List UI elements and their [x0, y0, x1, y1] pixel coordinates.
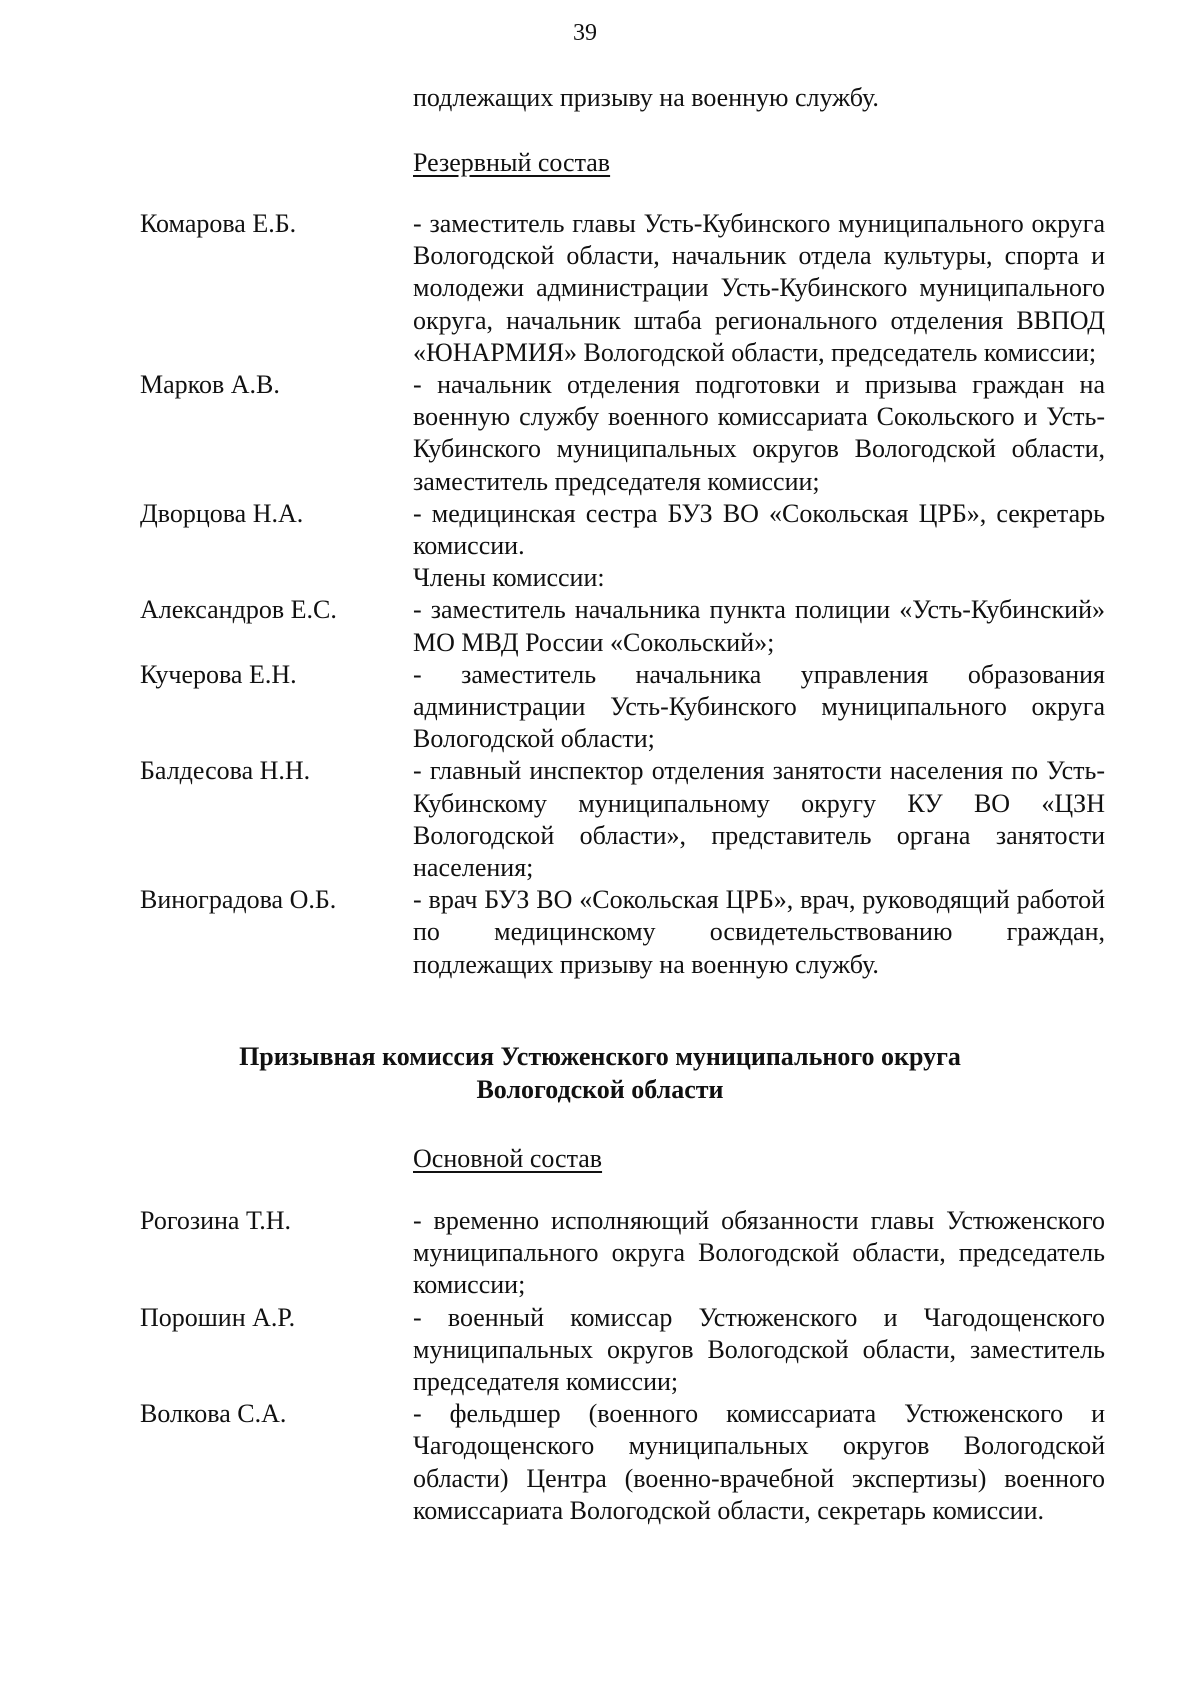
- main-entry: [140, 1302, 1105, 1399]
- commission-title-line: Вологодской области: [476, 1075, 724, 1104]
- member-name: Александров Е.С.: [140, 595, 337, 625]
- member-description: - фельдшер (военного комиссариата Устюженского и Чагодощенского муниципальных округов Вологодской области) Центра (военно-врачебной экспертизы) военного комиссариата Вологодской области, секретарь комиссии.: [413, 1399, 1105, 1525]
- reserve-entry: [140, 208, 1105, 369]
- main-section: [140, 1205, 1105, 1527]
- reserve-entry: [140, 369, 1105, 498]
- member-description: - начальник отделения подготовки и призыва граждан на военную службу военного комиссариата Сокольского и Усть-Кубинского муниципальных округов Вологодской области, заместитель председателя комиссии;: [413, 370, 1105, 496]
- member-description: - главный инспектор отделения занятости населения по Усть-Кубинскому муниципальному округу КУ ВО «ЦЗН Вологодской области», представитель органа занятости населения;: [413, 756, 1105, 883]
- member-description: - заместитель главы Усть-Кубинского муниципального округа Вологодской области, начальник отдела культуры, спорта и молодежи администрации Усть-Кубинского муниципального округа, начальник штаба регионального отделения ВВПОД «ЮНАРМИЯ» Вологодской области, председатель комиссии;: [413, 209, 1105, 367]
- member-name: Комарова Е.Б.: [140, 209, 297, 238]
- member-description: - врач БУЗ ВО «Сокольская ЦРБ», врач, руководящий работой по медицинскому освидетельствованию граждан, подлежащих призыву на военную службу.: [413, 885, 1105, 979]
- member-entry: [140, 594, 1105, 658]
- reserve-section: [140, 208, 1105, 981]
- member-description: - заместитель начальника управления образования администрации Усть-Кубинского муниципального округа Вологодской области;: [413, 659, 1105, 754]
- reserve-entry: [140, 498, 1105, 562]
- continuation-text: подлежащих призыву на военную службу.: [413, 83, 879, 112]
- member-description: - заместитель начальника пункта полиции «Усть-Кубинский» МО МВД России «Сокольский»;: [413, 595, 1105, 657]
- member-name: Порошин А.Р.: [140, 1302, 296, 1332]
- member-name: Рогозина Т.Н.: [140, 1206, 292, 1235]
- commission-title: [0, 1040, 1200, 1106]
- member-description: - военный комиссар Устюженского и Чагодощенского муниципальных округов Вологодской области, заместитель председателя комиссии;: [413, 1302, 1105, 1397]
- member-name: Кучерова Е.Н.: [140, 659, 297, 689]
- commission-title-line: Призывная комиссия Устюженского муниципального округа: [239, 1042, 961, 1071]
- main-heading: Основной состав: [413, 1144, 603, 1173]
- main-entry: [140, 1398, 1105, 1527]
- reserve-heading: Резервный состав: [413, 148, 611, 177]
- member-name: Дворцова Н.А.: [140, 498, 304, 528]
- page-number: 39: [573, 20, 597, 46]
- member-name: Виноградова О.Б.: [140, 885, 337, 915]
- member-name: Волкова С.А.: [140, 1399, 287, 1429]
- member-entry: [140, 884, 1105, 981]
- member-name: Балдесова Н.Н.: [140, 756, 311, 786]
- member-name: Марков А.В.: [140, 370, 280, 400]
- member-entry: [140, 659, 1105, 756]
- member-description: - медицинская сестра БУЗ ВО «Сокольская ЦРБ», секретарь комиссии.: [413, 498, 1105, 561]
- main-entry: [140, 1205, 1105, 1302]
- members-label: Члены комиссии:: [413, 563, 605, 593]
- member-entry: [140, 755, 1105, 884]
- member-description: - временно исполняющий обязанности главы Устюженского муниципального округа Вологодской области, председатель комиссии;: [413, 1206, 1105, 1300]
